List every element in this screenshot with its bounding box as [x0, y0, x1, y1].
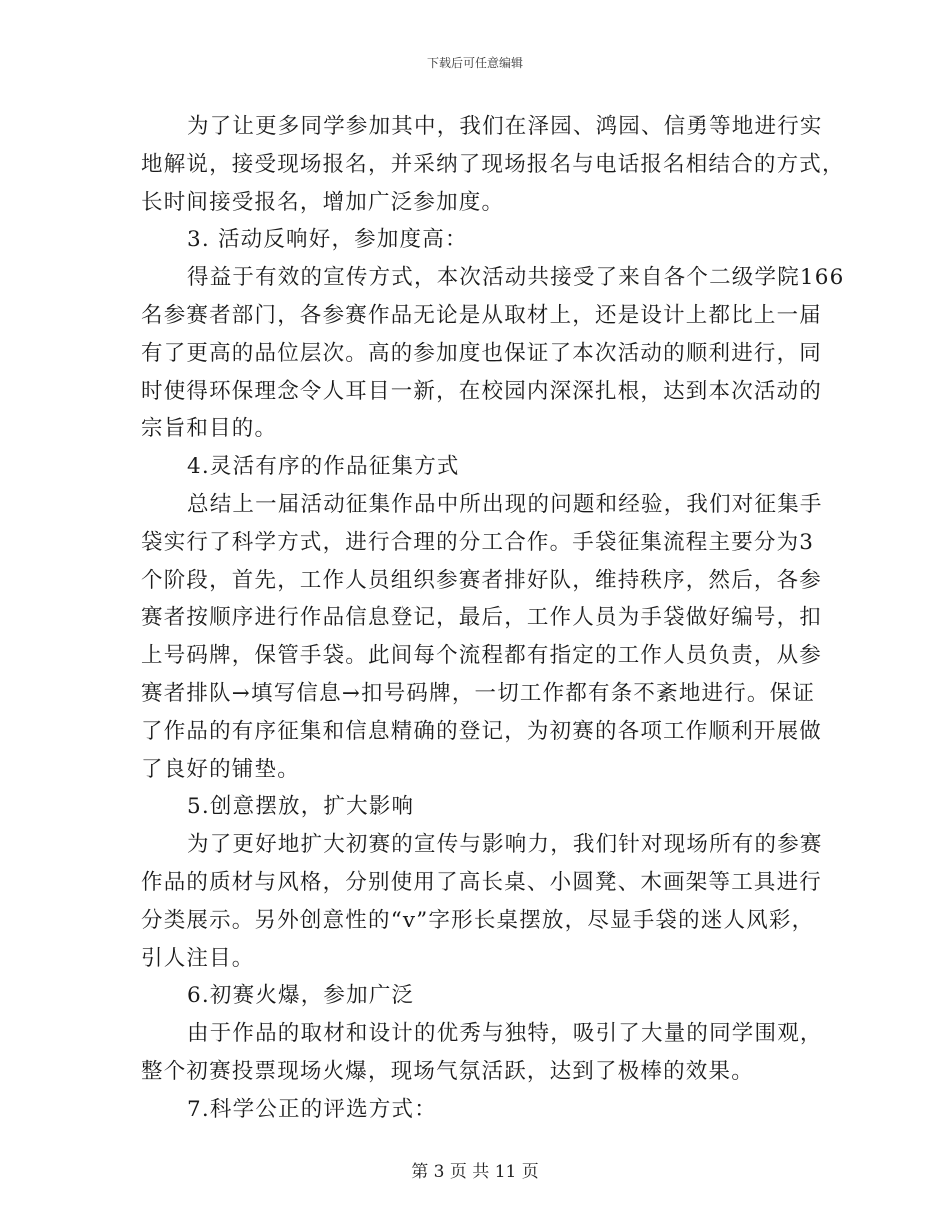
text-line: 了作品的有序征集和信息精确的登记，为初赛的各项工作顺利开展做 — [141, 718, 823, 744]
text-line: 时使得环保理念令人耳目一新，在校园内深深扎根，达到本次活动的 — [141, 378, 823, 404]
text-line: 作品的质材与风格，分别使用了高长桌、小圆凳、木画架等工具进行 — [141, 869, 823, 895]
text-line: 赛者按顺序进行作品信息登记，最后，工作人员为手袋做好编号，扣 — [141, 605, 823, 631]
text-line: 5.创意摆放，扩大影响 — [187, 794, 415, 820]
text-line: 3. 活动反响好，参加度高： — [187, 227, 468, 253]
text-line: 名参赛者部门，各参赛作品无论是从取材上，还是设计上都比上一届 — [141, 302, 823, 328]
text-line: 由于作品的取材和设计的优秀与独特，吸引了大量的同学围观， — [187, 1021, 823, 1047]
text-line: 有了更高的品位层次。高的参加度也保证了本次活动的顺利进行，同 — [141, 340, 823, 366]
page-number-footer: 第 3 页 共 11 页 — [411, 1162, 539, 1182]
text-line: 地解说，接受现场报名，并采纳了现场报名与电话报名相结合的方式， — [141, 151, 845, 177]
text-line: 整个初赛投票现场火爆，现场气氛活跃，达到了极棒的效果。 — [141, 1058, 754, 1084]
text-line: 赛者排队→填写信息→扣号码牌，一切工作都有条不紊地进行。保证 — [141, 680, 816, 706]
text-line: 6.初赛火爆，参加广泛 — [187, 983, 415, 1009]
text-line: 引人注目。 — [141, 945, 255, 971]
text-line: 了良好的铺垫。 — [141, 756, 300, 782]
text-line: 得益于有效的宣传方式，本次活动共接受了来自各个二级学院166 — [187, 265, 845, 291]
text-line: 为了让更多同学参加其中，我们在泽园、鸿园、信勇等地进行实 — [187, 114, 823, 139]
text-line: 袋实行了科学方式，进行合理的分工合作。手袋征集流程主要分为3 — [141, 529, 815, 555]
text-line: 长时间接受报名，增加广泛参加度。 — [141, 189, 505, 215]
text-line: 分类展示。另外创意性的“v”字形长桌摆放，尽显手袋的迷人风彩， — [141, 907, 815, 933]
text-line: 宗旨和目的。 — [141, 416, 278, 442]
text-line: 上号码牌，保管手袋。此间每个流程都有指定的工作人员负责，从参 — [141, 643, 823, 669]
text-line: 总结上一届活动征集作品中所出现的问题和经验，我们对征集手 — [187, 491, 823, 517]
text-line: 为了更好地扩大初赛的宣传与影响力，我们针对现场所有的参赛 — [187, 832, 823, 858]
text-line: 7.科学公正的评选方式： — [187, 1096, 437, 1122]
page-header-note: 下载后可任意编辑 — [426, 56, 523, 70]
text-line: 4.灵活有序的作品征集方式 — [187, 454, 460, 480]
document-body — [141, 108, 845, 1129]
text-line: 个阶段，首先，工作人员组织参赛者排好队，维持秩序，然后，各参 — [141, 567, 823, 593]
